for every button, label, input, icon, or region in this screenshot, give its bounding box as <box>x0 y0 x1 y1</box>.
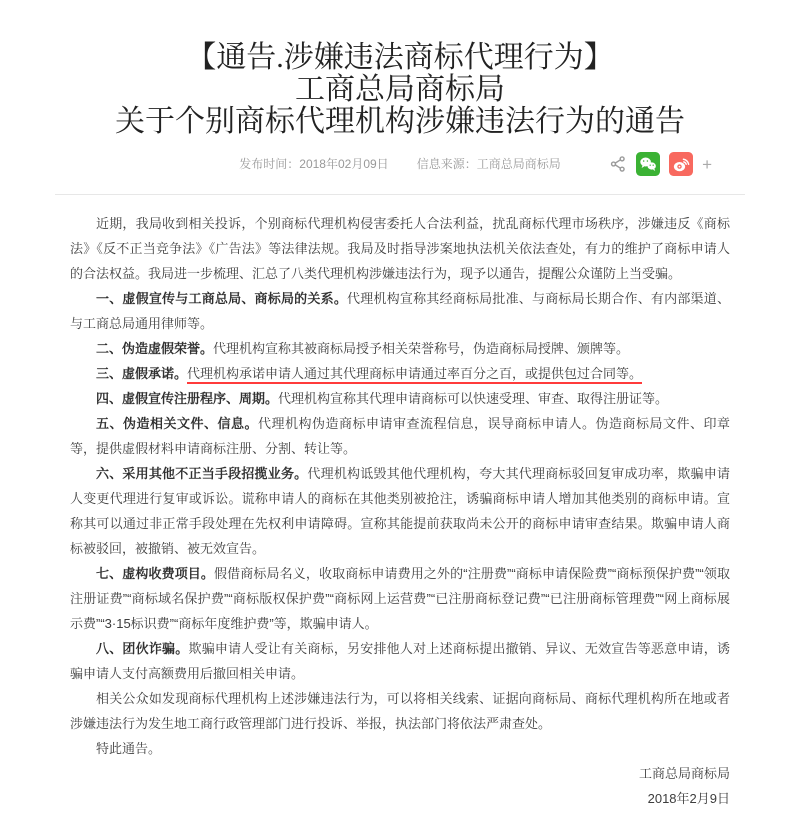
paragraph-item-4: 四、虚假宣传注册程序、周期。代理机构宣称其代理申请商标可以快速受理、审查、取得注册证等。 <box>96 391 669 406</box>
meta-text <box>239 157 560 171</box>
paragraph-item-5: 五、伪造相关文件、信息。代理机构伪造商标申请审查流程信息，误导商标申请人。伪造商标局文件、印章等，提供虚假材料申请商标注册、分割、转让等。 <box>70 416 730 456</box>
meta-row <box>0 151 800 177</box>
paragraph-item-7: 七、虚构收费项目。假借商标局名义，收取商标申请费用之外的“注册费”“商标申请保险费”“商标预保护费”“领取注册证费”“商标域名保护费”“商标版权保护费”“商标网上运营费”“已注册商标登记费”“已注册商标管理费”“网上商标展示费”“3·15标识费”“商标年度维护费”等，欺骗申请人。 <box>70 566 730 631</box>
paragraph-intro: 近期，我局收到相关投诉，个别商标代理机构侵害委托人合法利益，扰乱商标代理市场秩序，涉嫌违反《商标法》《反不正当竞争法》《广告法》等法律法规。我局及时指导涉案地执法机关依法查处，有力的维护了商标申请人的合法权益。我局进一步梳理、汇总了八类代理机构涉嫌违法行为，现予以通告，提醒公众谨防上当受骗。 <box>70 216 730 281</box>
article-header <box>0 42 800 195</box>
paragraph-item-2: 二、伪造虚假荣誉。代理机构宣称其被商标局授予相关荣誉称号，伪造商标局授牌、颁牌等。 <box>96 341 630 356</box>
paragraph-closing: 特此通告。 <box>96 741 162 756</box>
signature-org: 工商总局商标局 <box>638 766 730 781</box>
paragraph-report-channels: 相关公众如发现商标代理机构上述涉嫌违法行为，可以将相关线索、证据向商标局、商标代理机构所在地或者涉嫌违法行为发生地工商行政管理部门进行投诉、举报，执法部门将依法严肃查处。 <box>70 691 730 731</box>
publish-time-label: 发布时间： <box>239 157 300 171</box>
source-label: 信息来源： <box>416 157 477 171</box>
title-line-1: 【通告.涉嫌违法商标代理行为】 <box>186 41 614 74</box>
source-value: 工商总局商标局 <box>476 157 561 171</box>
weibo-share-icon[interactable] <box>669 152 693 176</box>
paragraph-item-3: 三、虚假承诺。代理机构承诺申请人通过其代理商标申请通过率百分之百，或提供包过合同等。 <box>70 361 730 386</box>
wechat-share-icon[interactable] <box>636 152 660 176</box>
title-line-2: 工商总局商标局 <box>295 73 505 106</box>
share-icon[interactable] <box>609 155 627 173</box>
signature-date: 2018年2月9日 <box>647 791 730 806</box>
header-divider <box>55 194 745 195</box>
red-underlined-text: 代理机构承诺申请人通过其代理商标申请通过率百分之百，或提供包过合同等。 <box>187 366 642 384</box>
share-bar <box>609 152 712 176</box>
paragraph-item-6: 六、采用其他不正当手段招揽业务。代理机构诋毁其他代理机构，夸大其代理商标驳回复审成功率，欺骗申请人变更代理进行复审或诉讼。谎称申请人的商标在其他类别被抢注，诱骗商标申请人增加其他类别的商标申请。宣称其可以通过非正常手段处理在先权利申请障碍。宣称其能提前获取尚未公开的商标申请审查结果。欺骗申请人商标被驳回，被撤销、被无效宣告。 <box>70 466 730 556</box>
article-body <box>70 211 730 811</box>
title-line-3: 关于个别商标代理机构涉嫌违法行为的通告 <box>115 105 685 138</box>
article-title <box>20 42 780 138</box>
paragraph-item-8: 八、团伙诈骗。欺骗申请人受让有关商标，另安排他人对上述商标提出撤销、异议、无效宣告等恶意申请，诱骗申请人支付高额费用后撤回相关申请。 <box>70 641 730 681</box>
paragraph-item-1: 一、虚假宣传与工商总局、商标局的关系。代理机构宣称其经商标局批准、与商标局长期合作、有内部渠道、与工商总局通用律师等。 <box>70 291 730 331</box>
more-share-icon[interactable]: + <box>702 154 712 174</box>
publish-time-value: 2018年02月09日 <box>299 157 389 171</box>
